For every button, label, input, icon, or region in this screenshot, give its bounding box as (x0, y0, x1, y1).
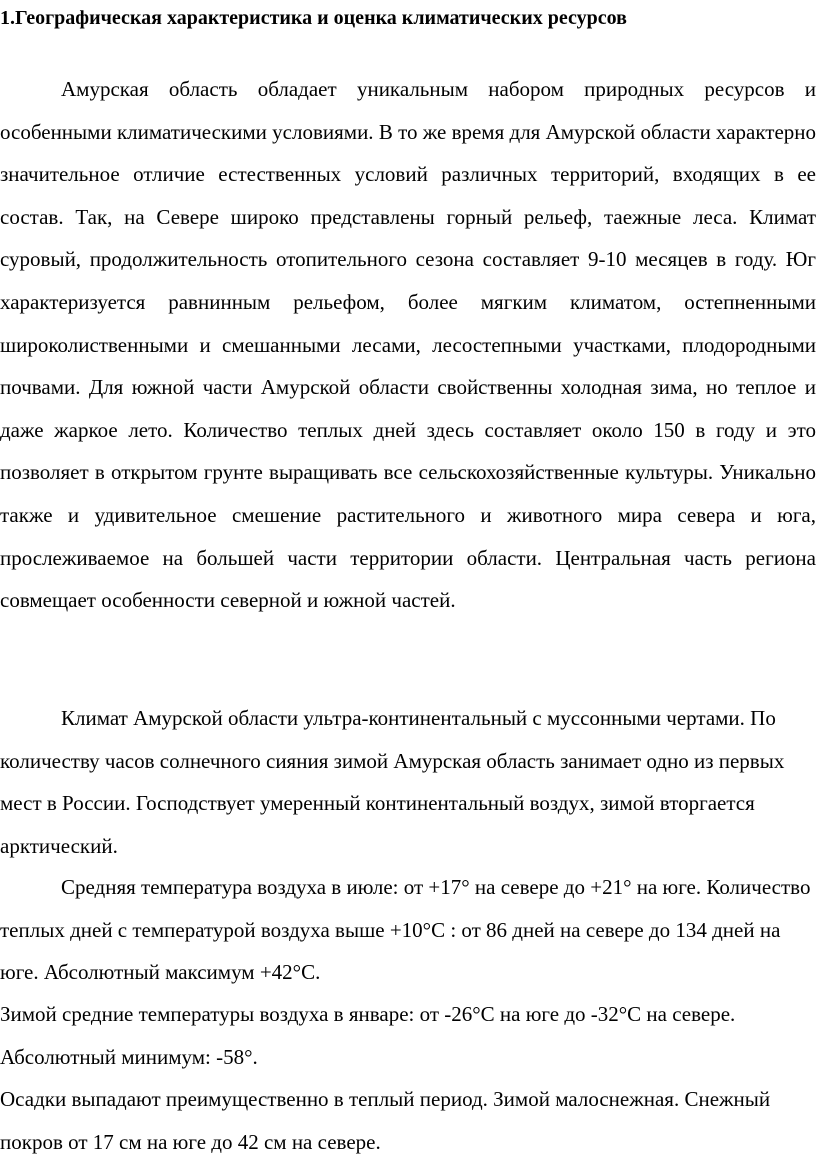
paragraph-summer-temperature: Средняя температура воздуха в июле: от +17° на севере до +21° на юге. Количество теплых дней с температурой воздуха выше +10°С : от 86 дней на севере до 134 дней на юге. Абсолютный максимум +42°С. (0, 875, 811, 985)
paragraph-winter-temperature: Зимой средние температуры воздуха в январе: от -26°С на юге до -32°С на севере. Абсолютный минимум: -58°. (0, 1002, 736, 1069)
paragraph-climate-type: Климат Амурской области ультра-континентальный с муссонными чертами. По количеству часов солнечного сияния зимой Амурская область занимает одно из первых мест в России. Господствует умеренный континентальный воздух, зимой вторгается арктический. (0, 706, 785, 858)
section-heading: 1.Географическая характеристика и оценка климатических ресурсов (0, 7, 627, 29)
paragraph-precipitation: Осадки выпадают преимущественно в теплый период. Зимой малоснежная. Снежный покров от 17 см на юге до 42 см на севере. (0, 1087, 771, 1154)
paragraph-region-overview: Амурская область обладает уникальным набором природных ресурсов и особенными климатическими условиями. В то же время для Амурской области характерно значительное отличие естественных условий различных территорий, входящих в ее состав. Так, на Севере широко представлены горный рельеф, таежные леса. Климат суровый, продолжительность отопительного сезона составляет 9-10 месяцев в году. Юг характеризуется равнинным рельефом, более мягким климатом, остепненными широколиственными и смешанными лесами, лесостепными участками, плодородными почвами. Для южной части Амурской области свойственны холодная зима, но теплое и даже жаркое лето. Количество теплых дней здесь составляет около 150 в году и это позволяет в открытом грунте выращивать все сельскохозяйственные культуры. Уникально также и удивительное смешение растительного и животного мира севера и юга, прослеживаемое на большей части территории области. Центральная часть региона совмещает особенности северной и южной частей. (0, 77, 816, 613)
